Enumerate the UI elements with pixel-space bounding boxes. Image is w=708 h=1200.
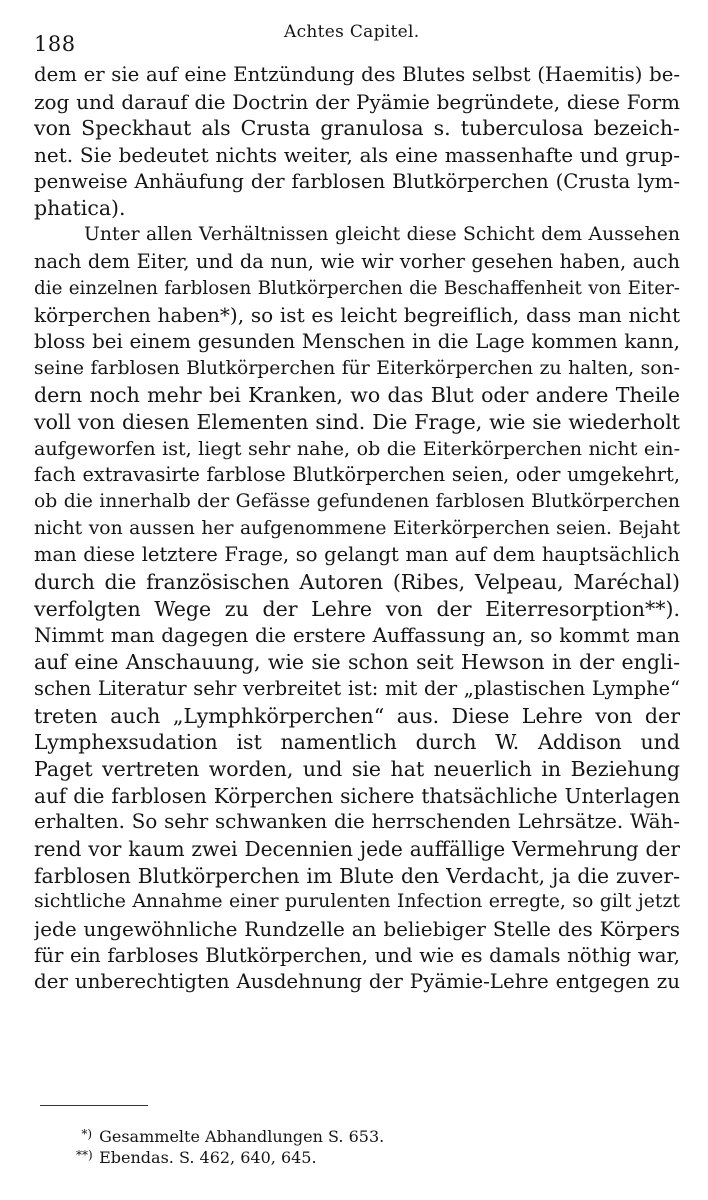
page-number: 188 <box>34 32 76 56</box>
text-line: bloss bei einem gesunden Menschen in die Lage kommen kann, <box>34 329 680 353</box>
text-line: ob die innerhalb der Gefässe gefundenen farblosen Blutkörperchen <box>34 491 680 512</box>
footnote-text: Ebendas. S. 462, 640, 645. <box>99 1148 317 1167</box>
running-head: Achtes Capitel. <box>284 22 420 42</box>
text-line: seine farblosen Blutkörperchen für Eiterkörperchen zu halten, son- <box>34 357 680 379</box>
footnote-mark: **) <box>76 1148 93 1162</box>
text-line: nach dem Eiter, und da nun, wie wir vorher gesehen haben, auch <box>34 249 680 273</box>
text-line: aufgeworfen ist, liegt sehr nahe, ob die Eiterkörperchen nicht ein- <box>34 437 680 460</box>
text-line: penweise Anhäufung der farblosen Blutkörperchen (Crusta lym- <box>34 169 680 193</box>
page-header <box>34 22 678 56</box>
text-line: fach extravasirte farblose Blutkörperchen seien, oder umgekehrt, <box>34 463 680 487</box>
text-line: dem er sie auf eine Entzündung des Blutes selbst (Haemitis) be- <box>34 63 680 86</box>
footnote-mark: *) <box>81 1127 92 1141</box>
text-line: zog und darauf die Doctrin der Pyämie begründete, diese Form <box>34 89 680 114</box>
text-line: von Speckhaut als Crusta granulosa s. tuberculosa bezeich- <box>34 116 680 141</box>
text-line: net. Sie bedeutet nichts weiter, als eine massenhafte und grup- <box>34 143 680 168</box>
footnote-divider <box>40 1105 148 1106</box>
text-line: nicht von aussen her aufgenommene Eiterkörperchen seien. Bejaht <box>34 517 680 539</box>
text-line: Unter allen Verhältnissen gleicht diese Schicht dem Aussehen <box>84 224 680 246</box>
text-line: rend vor kaum zwei Decennien jede auffällige Vermehrung der <box>34 836 680 861</box>
text-line: dern noch mehr bei Kranken, wo das Blut oder andere Theile <box>34 383 680 408</box>
text-line: verfolgten Wege zu der Lehre von der Eiterresorption**). <box>34 596 680 621</box>
text-line: phatica). <box>34 196 126 221</box>
text-line: die einzelnen farblosen Blutkörperchen die Beschaffenheit von Eiter- <box>34 277 680 299</box>
text-line: durch die französischen Autoren (Ribes, Velpeau, Maréchal) <box>34 570 680 595</box>
text-line: sichtliche Annahme einer purulenten Infection erregte, so gilt jetzt <box>34 891 680 913</box>
text-line: farblosen Blutkörperchen im Blute den Verdacht, ja die zuver- <box>34 863 680 888</box>
text-line: jede ungewöhnliche Rundzelle an beliebiger Stelle des Körpers <box>34 917 680 941</box>
text-line: auf die farblosen Körperchen sichere thatsächliche Unterlagen <box>34 783 680 808</box>
text-line: man diese letztere Frage, so gelangt man auf dem hauptsächlich <box>34 543 680 567</box>
footnote-text: Gesammelte Abhandlungen S. 653. <box>99 1127 385 1146</box>
text-line: erhalten. So sehr schwanken die herrschenden Lehrsätze. Wäh- <box>34 810 680 834</box>
text-line: der unberechtigten Ausdehnung der Pyämie-Lehre entgegen zu <box>34 970 680 994</box>
text-line: für ein farbloses Blutkörperchen, und wie es damals nöthig war, <box>34 943 680 967</box>
text-line: Lymphexsudation ist namentlich durch W. Addison und <box>34 730 680 755</box>
text-line: schen Literatur sehr verbreitet ist: mit der „plastischen Lymphe“ <box>34 676 680 700</box>
footnotes <box>76 1124 576 1166</box>
text-line: Nimmt man dagegen die erstere Auffassung an, so kommt man <box>34 623 680 648</box>
text-line: treten auch „Lymphkörperchen“ aus. Diese Lehre von der <box>34 703 680 728</box>
text-line: voll von diesen Elementen sind. Die Frage, wie sie wiederholt <box>34 409 680 434</box>
footnote <box>76 1145 576 1166</box>
footnote <box>76 1124 576 1145</box>
text-line: Paget vertreten worden, und sie hat neuerlich in Beziehung <box>34 756 680 781</box>
body-text <box>34 62 680 996</box>
text-line: auf eine Anschauung, wie sie schon seit Hewson in der engli- <box>34 650 680 675</box>
text-line: körperchen haben*), so ist es leicht begreiflich, dass man nicht <box>34 303 680 328</box>
